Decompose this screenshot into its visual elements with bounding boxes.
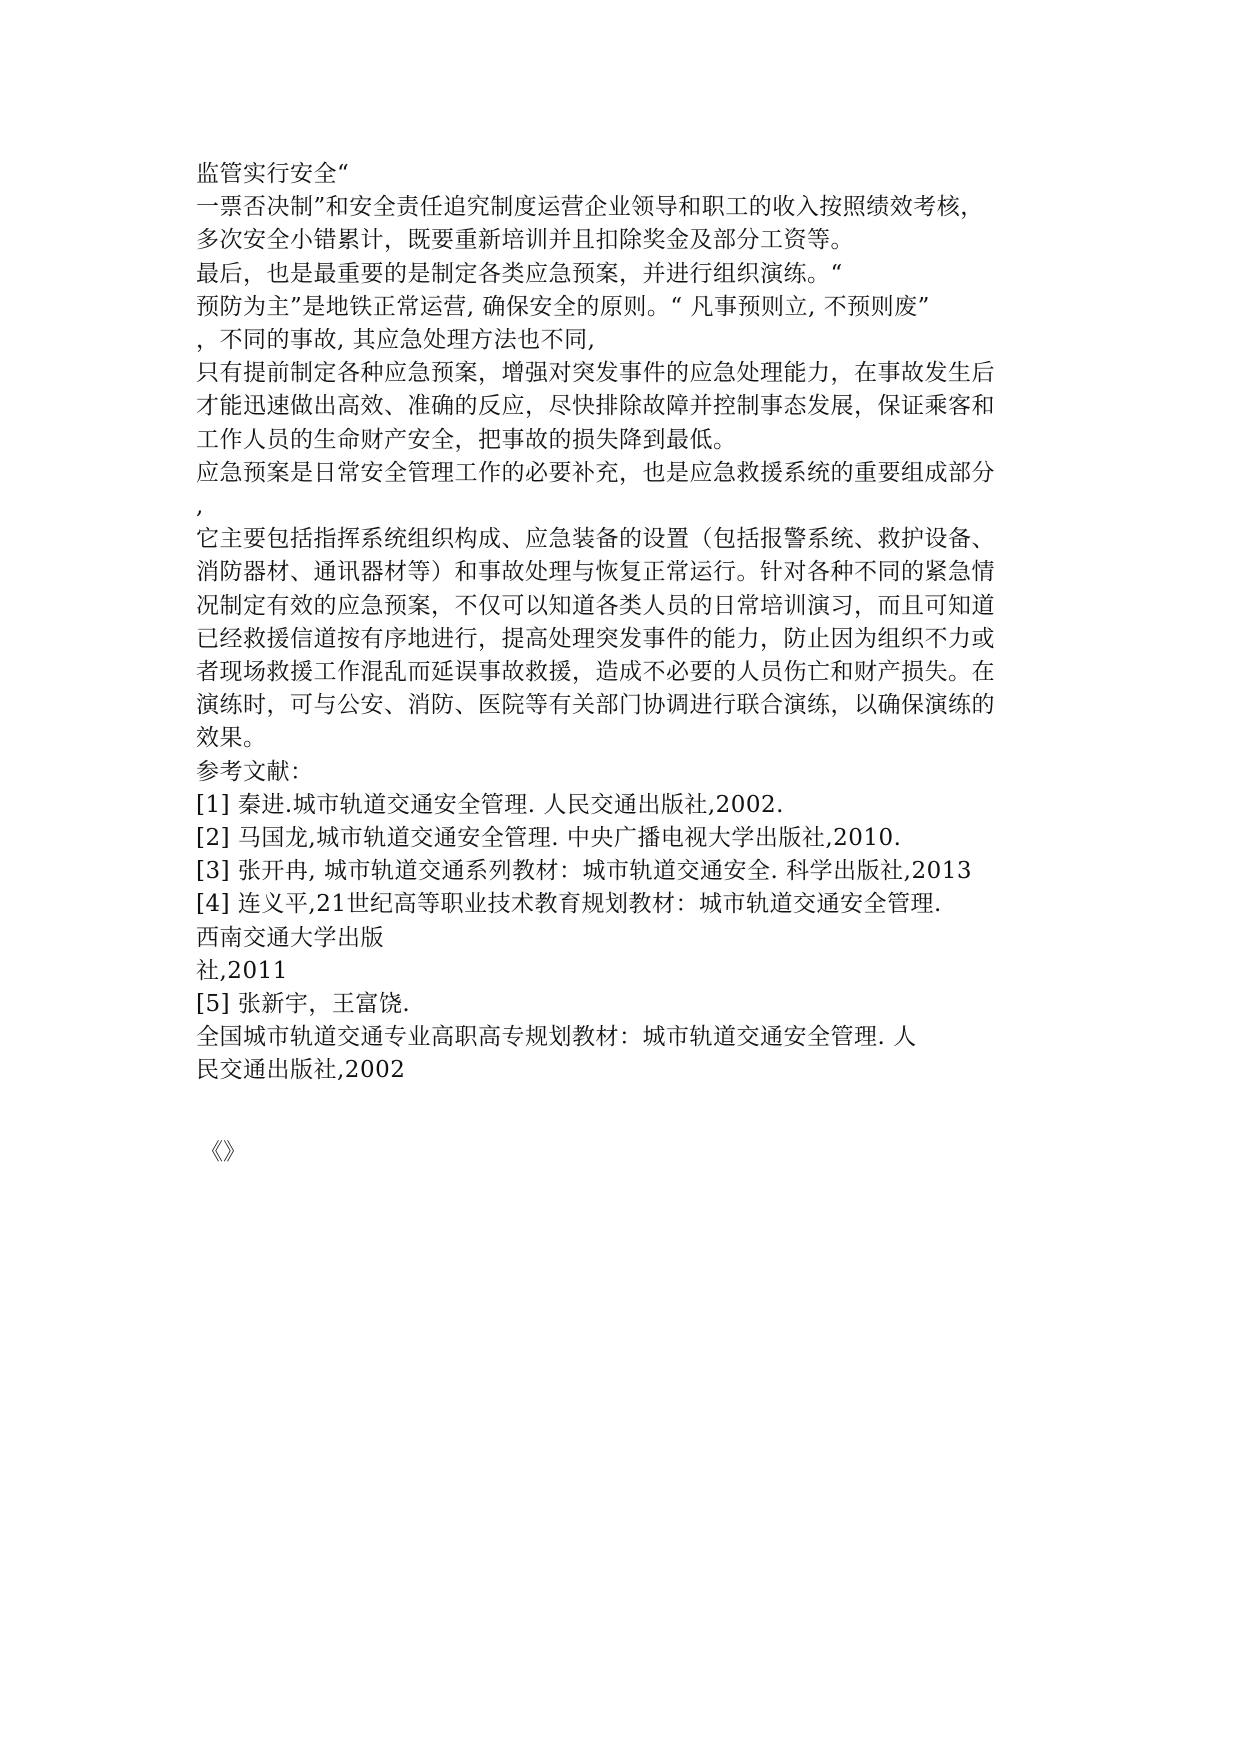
reference-item: [3] 张开冉, 城市轨道交通系列教材：城市轨道交通安全. 科学出版社,2013 bbox=[196, 858, 972, 885]
text-line: 者现场救援工作混乱而延误事故救援，造成不必要的人员伤亡和财产损失。在 bbox=[196, 659, 995, 686]
text-line: 演练时，可与公安、消防、医院等有关部门协调进行联合演练，以确保演练的 bbox=[196, 692, 995, 719]
text-line: 工作人员的生命财产安全，把事故的损失降到最低。 bbox=[196, 426, 737, 453]
text-line: 最后，也是最重要的是制定各类应急预案，并进行组织演练。“ bbox=[196, 260, 843, 287]
text-line: 它主要包括指挥系统组织构成、应急装备的设置（包括报警系统、救护设备、 bbox=[196, 526, 995, 553]
reference-item-continuation: 民交通出版社,2002 bbox=[196, 1057, 406, 1084]
closing-mark: 《》 bbox=[200, 1138, 246, 1165]
text-line: 才能迅速做出高效、准确的反应，尽快排除故障并控制事态发展，保证乘客和 bbox=[196, 393, 995, 420]
text-line: 监管实行安全“ bbox=[196, 161, 350, 187]
text-line: 效果。 bbox=[196, 725, 267, 752]
text-line: 已经救援信道按有序地进行，提高处理突发事件的能力，防止因为组织不力或 bbox=[196, 625, 995, 652]
text-line: 只有提前制定各种应急预案，增强对突发事件的应急处理能力，在事故发生后 bbox=[196, 360, 995, 387]
text-line: 多次安全小错累计，既要重新培训并且扣除奖金及部分工资等。 bbox=[196, 227, 854, 254]
spacer bbox=[196, 1088, 1056, 1136]
text-line: 消防器材、通讯器材等）和事故处理与恢复正常运行。针对各种不同的紧急情 bbox=[196, 559, 995, 586]
text-line: ，不同的事故, 其应急处理方法也不同, bbox=[196, 327, 596, 354]
reference-item: [5] 张新宇，王富饶. bbox=[196, 991, 411, 1018]
reference-item: [4] 连义平,21世纪高等职业技术教育规划教材：城市轨道交通安全管理. bbox=[196, 891, 942, 918]
text-line: 应急预案是日常安全管理工作的必要补充，也是应急救援系统的重要组成部分 bbox=[196, 459, 995, 486]
document-body bbox=[196, 158, 1056, 1169]
text-line: , bbox=[196, 493, 204, 520]
reference-item: [2] 马国龙,城市轨道交通安全管理. 中央广播电视大学出版社,2010. bbox=[196, 825, 902, 852]
text-line: 况制定有效的应急预案，不仅可以知道各类人员的日常培训演习，而且可知道 bbox=[196, 592, 995, 619]
text-line: 预防为主”是地铁正常运营, 确保安全的原则。“ 凡事预则立, 不预则废” bbox=[196, 293, 930, 320]
text-line: 一票否决制”和安全责任追究制度运营企业领导和职工的收入按照绩效考核， bbox=[196, 194, 984, 221]
reference-item: [1] 秦进.城市轨道交通安全管理. 人民交通出版社,2002. bbox=[196, 791, 784, 818]
reference-item-continuation: 社,2011 bbox=[196, 957, 288, 984]
reference-item-continuation: 西南交通大学出版 bbox=[196, 924, 384, 951]
reference-item-continuation: 全国城市轨道交通专业高职高专规划教材：城市轨道交通安全管理. 人 bbox=[196, 1024, 917, 1051]
references-heading: 参考文献： bbox=[196, 758, 314, 785]
